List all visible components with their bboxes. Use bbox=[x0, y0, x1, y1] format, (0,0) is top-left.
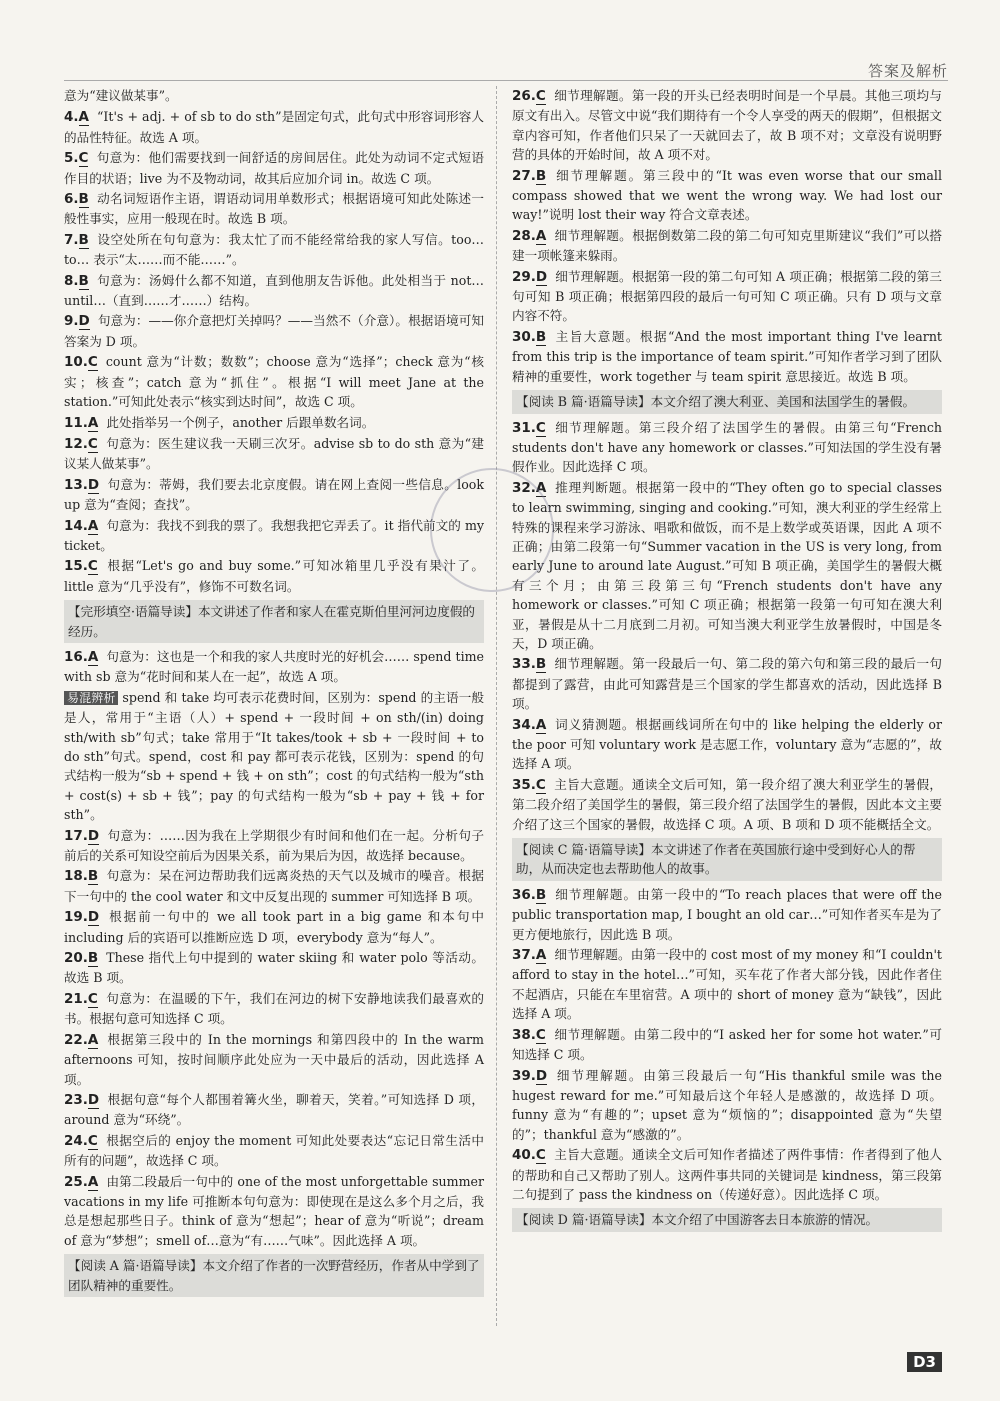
item-answer: A bbox=[535, 947, 547, 964]
answer-item bbox=[64, 907, 484, 947]
item-number: 5. bbox=[64, 150, 79, 167]
item-number: 10. bbox=[64, 354, 88, 371]
item-number: 28. bbox=[512, 227, 536, 244]
item-explanation: 句意为：在温暖的下午，我们在河边的树下安静地读我们最喜欢的书。根据句意可知选择 C 项。 bbox=[64, 990, 484, 1027]
item-number: 8. bbox=[64, 272, 79, 289]
item-number: 34. bbox=[512, 716, 536, 733]
answer-item bbox=[64, 1172, 484, 1251]
item-explanation: 根据句意“每个人都围着篝火坐，聊着天，笑着。”可知选择 D 项，around 意为“环绕”。 bbox=[64, 1091, 484, 1128]
item-answer: A bbox=[87, 1173, 99, 1190]
answer-item bbox=[512, 166, 942, 225]
item-answer: D bbox=[87, 827, 100, 844]
answer-item bbox=[512, 418, 942, 477]
confusion-text: spend 和 take 均可表示花费时间，区别为：spend 的主语一般是人，常用于“主语（人）+ spend + 一段时间 + on sth/(in) doing sth/with sb”句式；take 常用于“It takes/took + sb + 一段时间 + to do sth”句式。spend，cost 和 pay 都可表示花钱，区别为：spend 的句式结构一般为“sb + spend + 钱 + on sth”；cost 的句式结构一般为“sth + cost(s) + sb + 钱”；pay 的句式结构一般为“sb + pay + 钱 + for sth”。 bbox=[64, 689, 484, 823]
answer-item bbox=[64, 148, 484, 188]
item-answer: B bbox=[535, 656, 547, 673]
item-number: 37. bbox=[512, 947, 536, 964]
column-divider bbox=[496, 86, 497, 1326]
item-number: 24. bbox=[64, 1132, 88, 1149]
item-explanation: 句意为：呆在河边帮助我们远离炎热的天气以及城市的噪音。根据下一句中的 the cool water 和文中反复出现的 summer 可知选择 B 项。 bbox=[64, 868, 484, 904]
item-answer: D bbox=[535, 1067, 548, 1084]
item-explanation: 细节理解题。第一段的开头已经表明时间是一个早晨。其他三项均与原文有出入。尽管文中说“我们期待有一个令人享受的两天的假期”，但根据文章内容可知，作者他们只呆了一天就回去了，故 B 项不对；文章没有说明野营的具体的开始时间，故 A 项不对。 bbox=[512, 88, 942, 163]
item-number: 33. bbox=[512, 656, 536, 673]
item-answer: A bbox=[87, 517, 99, 534]
item-number: 12. bbox=[64, 435, 88, 452]
item-answer: B bbox=[87, 950, 99, 967]
item-explanation: 句意为：……因为我在上学期很少有时间和他们在一起。分析句子前后的关系可知设空前后为因果关系，前为果后为因，故选择 because。 bbox=[64, 827, 484, 864]
answer-item bbox=[512, 715, 942, 774]
item-answer: A bbox=[87, 648, 99, 665]
item-answer: A bbox=[87, 1031, 99, 1048]
item-answer: B bbox=[535, 886, 547, 903]
item-number: 17. bbox=[64, 827, 88, 844]
item-number: 22. bbox=[64, 1031, 88, 1048]
item-explanation: count 意为“计数；数数”；choose 意为“选择”；check 意为“核实；核查”；catch 意为“抓住”。根据“I will meet Jane at the station.”可知此处表示“核实到达时间”，故选 C 项。 bbox=[64, 354, 484, 410]
answer-item bbox=[64, 556, 484, 596]
item-explanation: 句意为：蒂姆，我们要去北京度假。请在网上查阅一些信息。look up 意为“查阅；查找”。 bbox=[64, 476, 484, 513]
item-answer: A bbox=[78, 109, 89, 126]
item-explanation: 细节理解题。由第三段最后一句“His thankful smile was the hugest reward for me.”可知最后这个年轻人是感激的，故选择 D 项。funny 意为“有趣的”；upset 意为“烦恼的”；disappointed 意为“失望的”；thankful 意为“感激的”。 bbox=[512, 1067, 942, 1142]
item-explanation: 细节理解题。由第一段中的“To reach places that were off the public transportation map, I bought an old car…”可知作者买车是为了更方便地旅行，因此选 B 项。 bbox=[512, 886, 942, 942]
answer-item bbox=[64, 826, 484, 866]
answer-item bbox=[512, 885, 942, 944]
item-number: 15. bbox=[64, 558, 88, 575]
item-answer: C bbox=[87, 435, 98, 452]
answer-item bbox=[64, 413, 484, 433]
guide-reading-d: 【阅读 D 篇·语篇导读】本文介绍了中国游客去日本旅游的情况。 bbox=[512, 1208, 942, 1231]
answer-item bbox=[64, 989, 484, 1029]
page-number: D3 bbox=[907, 1352, 942, 1372]
item-answer: B bbox=[87, 868, 99, 885]
item-explanation: 细节理解题。根据倒数第二段的第二句可知克里斯建议“我们”可以搭建一项帐篷来躲雨。 bbox=[512, 227, 942, 264]
item-explanation: 动名词短语作主语，谓语动词用单数形式；根据语境可知此处陈述一般性事实，应用一般现在时。故选 B 项。 bbox=[64, 191, 484, 227]
item-number: 18. bbox=[64, 868, 88, 885]
item-answer: A bbox=[535, 227, 547, 244]
item-number: 39. bbox=[512, 1067, 536, 1084]
item-explanation: 细节理解题。第一段最后一句、第二段的第六句和第三段的最后一句都提到了露营，由此可知露营是三个国家的学生都喜欢的活动，因此选择 B 项。 bbox=[512, 656, 942, 712]
item-number: 13. bbox=[64, 476, 88, 493]
item-explanation: 根据空后的 enjoy the moment 可知此处要表达“忘记日常生活中所有的问题”，故选择 C 项。 bbox=[64, 1132, 484, 1169]
right-column bbox=[512, 86, 942, 1236]
item-number: 20. bbox=[64, 950, 88, 967]
item-explanation: 细节理解题。由第二段中的“I asked her for some hot water.”可知选择 C 项。 bbox=[512, 1026, 942, 1063]
item-answer: C bbox=[87, 1132, 98, 1149]
answer-item bbox=[64, 866, 484, 906]
item-explanation: 主旨大意题。根据“And the most important thing I've learnt from this trip is the importance of team spirit.”可知作者学习到了团队精神的重要性，work together 与 team spirit 意思接近。故选 B 项。 bbox=[512, 328, 942, 384]
item-answer: C bbox=[535, 1147, 546, 1164]
item-number: 4. bbox=[64, 109, 79, 126]
answer-item bbox=[512, 267, 942, 326]
item-number: 30. bbox=[512, 328, 536, 345]
item-answer: D bbox=[87, 476, 100, 493]
answer-item bbox=[512, 1025, 942, 1065]
item-number: 31. bbox=[512, 419, 536, 436]
answer-item bbox=[64, 230, 484, 270]
item-explanation: 主旨大意题。通读全文后可知作者描述了两件事情：作者得到了他人的帮助和自己又帮助了别人。这两件事共同的关键词是 kindness，第三段第二句提到了 pass the kindness on（传递好意）。因此选择 C 项。 bbox=[512, 1147, 942, 1202]
item-answer: C bbox=[78, 150, 89, 167]
item-explanation: 句意为：他们需要找到一间舒适的房间居住。此处为动词不定式短语作目的状语；live 为不及物动词，故其后应加介词 in。故选 C 项。 bbox=[64, 150, 484, 186]
answer-item bbox=[512, 775, 942, 834]
item-explanation: 句意为：医生建议我一天刷三次牙。advise sb to do sth 意为“建议某人做某事”。 bbox=[64, 435, 484, 472]
item-answer: D bbox=[87, 1091, 100, 1108]
item-number: 16. bbox=[64, 648, 88, 665]
item-number: 40. bbox=[512, 1147, 536, 1164]
item-explanation: 由第二段最后一句中的 one of the most unforgettable summer vacations in my life 可推断本句句意为：即使现在是这么多个月之后，我总是想起那些日子。think of 意为“想起”；hear of 意为“听说”；dream of 意为“梦想”；smell of…意为“有……气味”。因此选择 A 项。 bbox=[64, 1173, 484, 1248]
item-answer: C bbox=[87, 354, 98, 371]
item-answer: C bbox=[535, 88, 546, 104]
answer-item bbox=[512, 226, 942, 266]
item-number: 26. bbox=[512, 88, 536, 104]
answer-item bbox=[64, 1131, 484, 1171]
item-explanation: 细节理解题。第三段介绍了法国学生的暑假。由第三句“French students don't have any homework or classes.”可知法国的学生没有暑假作业。因此选择 C 项。 bbox=[512, 419, 942, 475]
item-explanation: 根据第三段中的 In the mornings 和第四段中的 In the warm afternoons 可知，按时间顺序此处应为一天中最后的活动，因此选择 A 项。 bbox=[64, 1031, 484, 1087]
item-answer: D bbox=[535, 268, 548, 285]
item-answer: D bbox=[78, 313, 90, 330]
answer-item bbox=[64, 311, 484, 351]
item-answer: C bbox=[535, 1026, 546, 1043]
item-explanation: 句意为：这也是一个和我的家人共度时光的好机会…… spend time with sb 意为“花时间和某人在一起”，故选 A 项。 bbox=[64, 648, 484, 685]
item-number: 23. bbox=[64, 1091, 88, 1108]
item-explanation: 细节理解题。由第一段中的 cost most of my money 和“I couldn't afford to stay in the hotel…”可知，买车花了作者大部分钱，因此作者住不起酒店，只能在车里宿营。A 项中的 short of money 意为“缺钱”，因此选择 A 项。 bbox=[512, 947, 942, 1022]
item-explanation: 推理判断题。根据第一段中的“They often go to special classes to learn swimming, singing and cooking.”可知，澳大利亚的学生经常上特殊的课程来学习游泳、唱歌和做饭，而不是上数学或英语课，因此 A 项不正确；由第二段第一句“Summer vacation in the US is very long, from early June to around late August.”可知 B 项正确，美国学生的暑假大概有三个月；由第三段第三句“French students don't have any homework or classes.”可知 C 项正确；根据第一段第一句可知在澳大利亚，暑假是从十二月底到二月初。可知当澳大利亚学生放暑假时，中国是冬天，D 项正确。 bbox=[512, 479, 942, 651]
answer-item bbox=[64, 1090, 484, 1130]
answer-item bbox=[64, 189, 484, 229]
answer-item bbox=[512, 478, 942, 654]
guide-cloze: 【完形填空·语篇导读】本文讲述了作者和家人在霍克斯伯里河河边度假的经历。 bbox=[64, 600, 484, 643]
item-explanation: 意为“建议做某事”。 bbox=[64, 88, 178, 103]
answer-item bbox=[64, 475, 484, 515]
guide-reading-c: 【阅读 C 篇·语篇导读】本文讲述了作者在英国旅行途中受到好心人的帮助，从而决定也去帮助他人的故事。 bbox=[512, 838, 942, 881]
item-answer: B bbox=[78, 272, 89, 289]
item-answer: B bbox=[78, 231, 89, 248]
answer-item bbox=[512, 327, 942, 386]
item-answer: A bbox=[535, 479, 547, 496]
item-number: 21. bbox=[64, 990, 88, 1007]
item-number: 36. bbox=[512, 886, 536, 903]
guide-reading-a: 【阅读 A 篇·语篇导读】本文介绍了作者的一次野营经历，作者从中学到了团队精神的重要性。 bbox=[64, 1254, 484, 1297]
confusion-tag: 易混辨析 bbox=[64, 691, 118, 705]
item-answer: C bbox=[535, 776, 546, 793]
item-number: 38. bbox=[512, 1026, 536, 1043]
item-explanation: 细节理解题。第三段中的“It was even worse that our small compass showed that we went the wrong way. We had lost our way!”说明 lost their way 符合文章表述。 bbox=[512, 167, 942, 223]
item-number: 7. bbox=[64, 231, 79, 248]
item-number: 19. bbox=[64, 909, 88, 926]
confusion-note bbox=[64, 688, 484, 825]
answer-item bbox=[64, 271, 484, 311]
page-header-title: 答案及解析 bbox=[867, 62, 948, 80]
item-answer: C bbox=[87, 558, 98, 575]
header-rule bbox=[64, 80, 948, 81]
item-number: 9. bbox=[64, 313, 79, 330]
answer-item bbox=[512, 1066, 942, 1145]
item-answer: B bbox=[535, 328, 547, 345]
item-explanation: “It's + adj. + of sb to do sth”是固定句式，此句式中形容词形容人的品性特征。故选 A 项。 bbox=[64, 109, 484, 145]
item-explanation: 根据前一句中的 we all took part in a big game 和本句中 including 后的宾语可以推断应选 D 项，everybody 意为“每人”。 bbox=[64, 909, 484, 945]
item-number: 29. bbox=[512, 268, 536, 285]
answer-item bbox=[512, 654, 942, 713]
item-answer: A bbox=[535, 716, 547, 733]
item-number: 32. bbox=[512, 479, 536, 496]
guide-reading-b: 【阅读 B 篇·语篇导读】本文介绍了澳大利亚、美国和法国学生的暑假。 bbox=[512, 390, 942, 413]
item-explanation: 细节理解题。根据第一段的第二句可知 A 项正确；根据第二段的第三句可知 B 项正确；根据第四段的最后一句可知 C 项正确。只有 D 项与文章内容不符。 bbox=[512, 268, 942, 324]
item-explanation: 根据“Let's go and buy some.”可知冰箱里几乎没有果汁了。little 意为“几乎没有”，修饰不可数名词。 bbox=[64, 558, 484, 594]
item-answer: D bbox=[87, 909, 100, 926]
item-number: 14. bbox=[64, 517, 88, 534]
item-explanation: 主旨大意题。通读全文后可知，第一段介绍了澳大利亚学生的暑假，第二段介绍了美国学生的暑假，第三段介绍了法国学生的暑假，因此本文主要介绍了这三个国家的暑假，故选择 C 项。A 项、B 项和 D 项不能概括全文。 bbox=[512, 776, 942, 832]
item-explanation: 句意为：我找不到我的票了。我想我把它弄丢了。it 指代前文的 my ticket。 bbox=[64, 517, 484, 553]
answer-item bbox=[512, 945, 942, 1024]
item-number: 35. bbox=[512, 776, 536, 793]
item-answer: B bbox=[78, 191, 89, 208]
item-answer: C bbox=[87, 990, 98, 1007]
answer-item bbox=[64, 1030, 484, 1089]
item-explanation: 句意为：汤姆什么都不知道，直到他朋友告诉他。此处相当于 not… until…（直到……才……）结构。 bbox=[64, 272, 484, 309]
item-answer: C bbox=[535, 419, 546, 436]
answer-item bbox=[64, 352, 484, 411]
answer-item bbox=[64, 647, 484, 687]
answer-item bbox=[512, 86, 942, 165]
left-column bbox=[64, 86, 484, 1301]
answer-item bbox=[64, 948, 484, 988]
answer-item bbox=[64, 107, 484, 147]
item-answer: A bbox=[87, 414, 99, 431]
item-number: 27. bbox=[512, 167, 536, 184]
item-explanation: These 指代上句中提到的 water skiing 和 water polo 等活动。故选 B 项。 bbox=[64, 950, 484, 986]
answer-item bbox=[64, 516, 484, 556]
answer-item bbox=[64, 86, 484, 106]
item-explanation: 句意为：——你介意把灯关掉吗？——当然不（介意）。根据语境可知答案为 D 项。 bbox=[64, 313, 484, 349]
item-number: 6. bbox=[64, 191, 79, 208]
item-number: 11. bbox=[64, 414, 88, 431]
item-explanation: 此处指举另一个例子，another 后跟单数名词。 bbox=[106, 414, 375, 430]
item-explanation: 设空处所在句句意为：我太忙了而不能经常给我的家人写信。too… to… 表示“太……而不能……”。 bbox=[64, 231, 484, 268]
answer-item bbox=[512, 1145, 942, 1204]
item-answer: B bbox=[535, 167, 547, 184]
answer-item bbox=[64, 434, 484, 474]
item-number: 25. bbox=[64, 1173, 88, 1190]
item-explanation: 词义猜测题。根据画线词所在句中的 like helping the elderly or the poor 可知 voluntary work 是志愿工作，voluntary 意为“志愿的”，故选择 A 项。 bbox=[512, 716, 942, 772]
